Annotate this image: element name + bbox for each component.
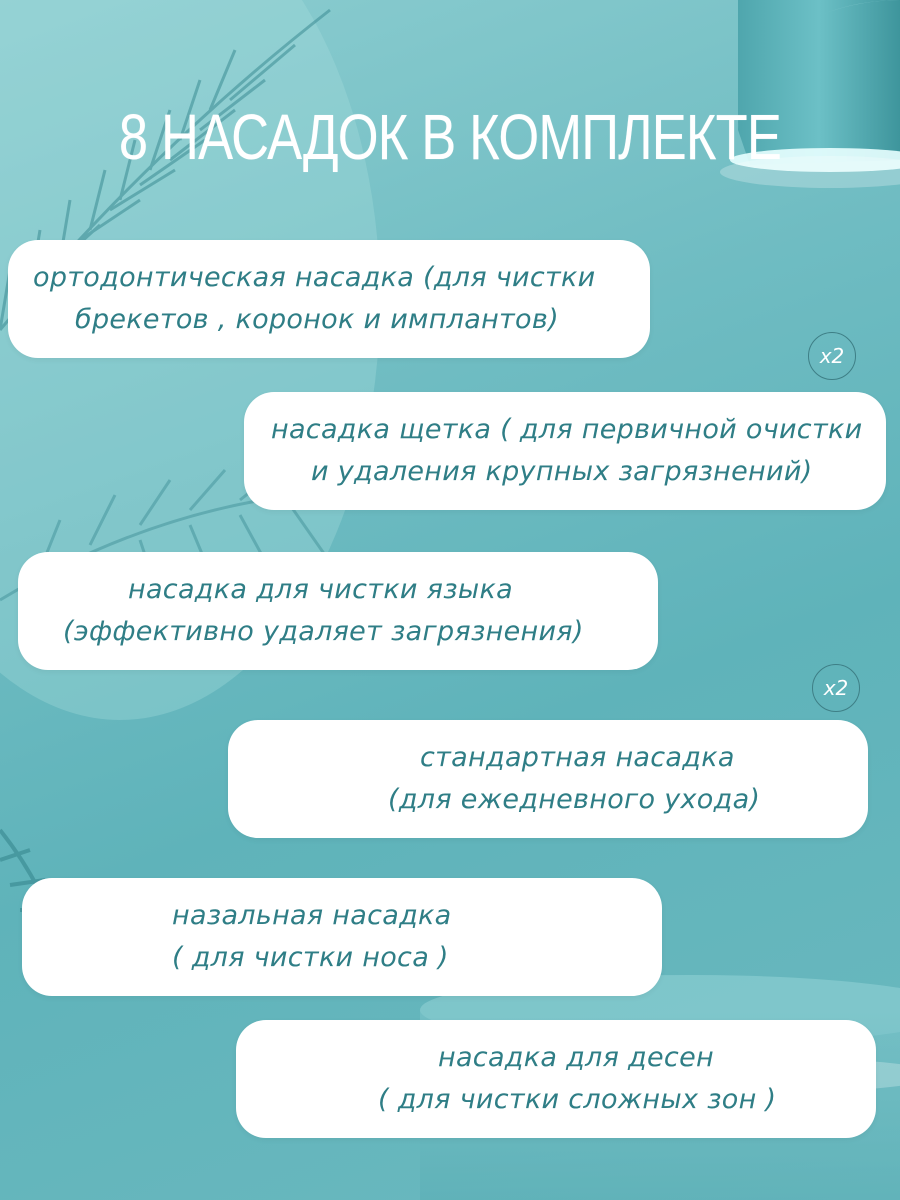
card-line: стандартная насадка xyxy=(420,742,735,773)
card-line: ( для чистки сложных зон ) xyxy=(378,1084,777,1115)
card-line: ( для чистки носа ) xyxy=(172,942,449,973)
nozzle-card-orthodontic xyxy=(8,240,650,358)
card-line: насадка для десен xyxy=(438,1042,714,1073)
quantity-badge: x2 xyxy=(812,664,860,712)
nozzle-card-gum xyxy=(236,1020,876,1138)
quantity-badge: x2 xyxy=(808,332,856,380)
card-line: и удаления крупных загрязнений) xyxy=(311,456,813,487)
card-line: (для ежедневного ухода) xyxy=(388,784,761,815)
card-line: назальная насадка xyxy=(172,900,452,931)
card-line: (эффективно удаляет загрязнения) xyxy=(63,616,584,647)
card-line: насадка щетка ( для первичной очистки xyxy=(271,414,863,445)
page-title: 8 НАСАДОК В КОМПЛЕКТЕ xyxy=(118,101,782,173)
nozzle-card-nasal xyxy=(22,878,662,996)
card-line: насадка для чистки языка xyxy=(128,574,513,605)
nozzle-card-tongue xyxy=(18,552,658,670)
card-line: ортодонтическая насадка (для чистки xyxy=(33,262,596,293)
nozzle-card-brush xyxy=(244,392,886,510)
card-line: брекетов , коронок и имплантов) xyxy=(75,304,559,335)
nozzle-card-standard xyxy=(228,720,868,838)
